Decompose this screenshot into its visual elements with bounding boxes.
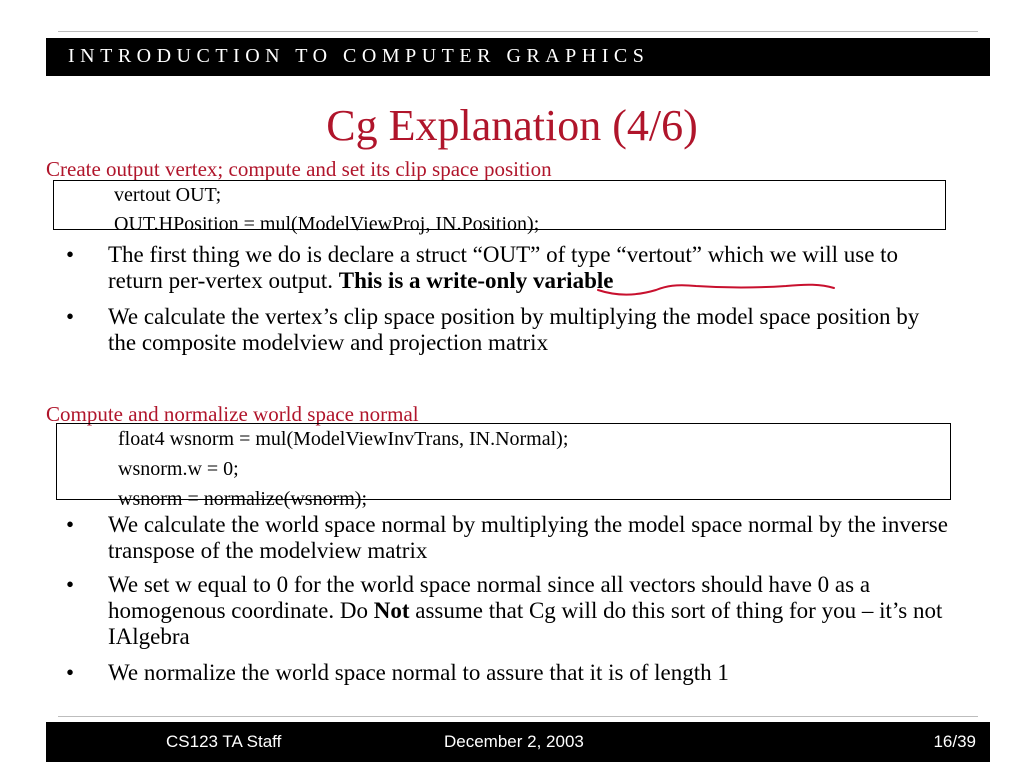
bullet-text-plain: assume that Cg will do this sort of thing for you – it’s not IAlgebra bbox=[108, 598, 943, 649]
course-title: INTRODUCTION TO COMPUTER GRAPHICS bbox=[68, 45, 650, 67]
not-emphasis: Not bbox=[373, 598, 410, 623]
top-rule bbox=[58, 31, 978, 32]
section-heading-clip-space: Create output vertex; compute and set its clip space position bbox=[46, 157, 552, 181]
header-band bbox=[46, 38, 990, 76]
slide-title: Cg Explanation (4/6) bbox=[326, 101, 698, 150]
page-number: 16/39 bbox=[933, 732, 976, 751]
code-line: float4 wsnorm = mul(ModelViewInvTrans, IN.Normal); bbox=[118, 428, 569, 450]
bullet-text-plain: The first thing we do is declare a struct “OUT” of type “vertout” which we will use to return per-vertex output. bbox=[108, 242, 899, 293]
bullet-text: We normalize the world space normal to assure that it is of length 1 bbox=[108, 660, 729, 685]
bullet-glyph: • bbox=[66, 660, 75, 685]
bullet-text bbox=[108, 572, 948, 650]
section-heading-world-normal: Compute and normalize world space normal bbox=[46, 402, 419, 426]
bullet-glyph: • bbox=[66, 572, 75, 597]
bullet-glyph: • bbox=[66, 512, 75, 537]
write-only-emphasis: This is a write-only variable bbox=[338, 268, 614, 293]
bullet-text-plain: We set w equal to 0 for the world space normal since all vectors should have 0 as a homogenous coordinate. Do bbox=[108, 572, 871, 623]
code-line: wsnorm = normalize(wsnorm); bbox=[118, 488, 368, 510]
bullet-glyph: • bbox=[66, 242, 75, 267]
code-line: vertout OUT; bbox=[114, 184, 222, 206]
code-line: OUT.HPosition = mul(ModelViewProj, IN.Position); bbox=[114, 213, 540, 235]
bullet-text: We calculate the vertex’s clip space position by multiplying the model space position by the composite modelview and projection matrix bbox=[108, 304, 920, 355]
footer-author: CS123 TA Staff bbox=[166, 732, 282, 751]
footer-band bbox=[46, 722, 990, 762]
bullet-glyph: • bbox=[66, 304, 75, 329]
footer-date: December 2, 2003 bbox=[444, 732, 584, 751]
handwritten-underline bbox=[596, 276, 836, 298]
code-line: wsnorm.w = 0; bbox=[118, 458, 239, 480]
bullet-text: We calculate the world space normal by multiplying the model space normal by the inverse transpose of the modelview matrix bbox=[108, 512, 948, 563]
bottom-rule bbox=[58, 716, 978, 717]
